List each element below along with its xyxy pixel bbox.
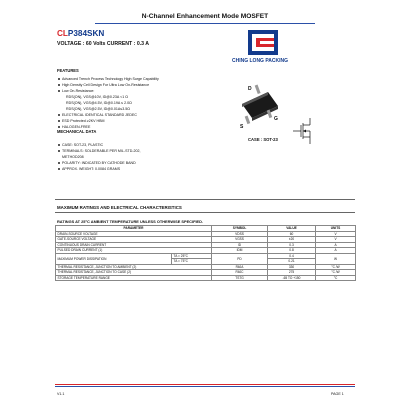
- mechanical-item: METHOD208: [62, 155, 84, 159]
- unit-cell: A: [316, 248, 356, 254]
- param-cell: PULSED DRAIN CURRENT (1): [56, 248, 212, 254]
- condition-cell: TA = 25°C: [172, 253, 212, 259]
- features-list: [57, 76, 159, 130]
- unit-cell: °C /W: [316, 270, 356, 276]
- mosfet-symbol-icon: [290, 116, 320, 146]
- param-cell: GATE-SOURCE VOLTAGE: [56, 237, 212, 243]
- condition-cell: TA = 75°C: [172, 259, 212, 265]
- feature-subitem: RDS(ON), VGS@10V, ID@0.23A <1 Ω: [66, 95, 128, 99]
- unit-cell: A: [316, 242, 356, 248]
- part-number: [57, 29, 104, 38]
- feature-item: Advanced Trench Process Technology High Surge Capability: [57, 76, 159, 82]
- mechanical-title: MECHANICAL DATA: [57, 129, 97, 134]
- features-title: FEATURES: [57, 68, 79, 73]
- value-cell: 0.3: [268, 242, 316, 248]
- footer-rule-red: [55, 384, 355, 385]
- header-parameter: PARAMETER: [56, 226, 212, 232]
- value-cell: 275: [268, 270, 316, 276]
- feature-subitem: RDS(ON), VGS@4.5V, ID@0.19A ≤ 2.0Ω: [66, 101, 132, 105]
- pin-d-label: D: [248, 86, 252, 92]
- unit-cell: V: [316, 231, 356, 237]
- footer-rule-blue: [55, 386, 355, 387]
- symbol-cell: ID: [212, 242, 268, 248]
- param-cell: STORAGE TEMPERATURE RANGE: [56, 275, 212, 281]
- header-units: UNITS: [316, 226, 356, 232]
- section-divider: [55, 212, 355, 213]
- ratings-section-title: MAXIMUM RATINGS AND ELECTRICAL CHARACTERISTICS: [57, 205, 182, 210]
- case-label: CASE : SOT-23: [248, 137, 278, 142]
- page-number: PAGE 1: [331, 392, 344, 396]
- title-underline: [95, 23, 315, 24]
- value-cell: 0.21: [268, 259, 316, 265]
- param-cell: THERMAL RESISTANCE, JUNCTION TO AMBIENT (2): [56, 264, 212, 270]
- company-name: CHING LONG PACKING: [232, 58, 289, 64]
- symbol-cell: IDM: [212, 248, 268, 254]
- feature-item: ELECTRICAL IDENTICAL STANDARD JEDEC: [57, 112, 159, 118]
- ratings-table: [55, 225, 356, 281]
- value-cell: -65 TO +150: [268, 275, 316, 281]
- param-cell: CONTINUOUS DRAIN CURRENT: [56, 242, 212, 248]
- unit-cell: °C /W: [316, 264, 356, 270]
- value-cell: 0.8: [268, 248, 316, 254]
- company-logo: [248, 30, 278, 55]
- feature-item: ESD Protected ≥2KV HBM: [57, 118, 159, 124]
- header-symbol: SYMBOL: [212, 226, 268, 232]
- header-value: VALUE: [268, 226, 316, 232]
- feature-item: High Density Cell Design For Ultra Low On-Resistance: [57, 82, 159, 88]
- part-number-rest: P384SKN: [67, 29, 105, 38]
- table-row: [56, 275, 356, 281]
- version-label: V1.1: [57, 392, 65, 396]
- mechanical-item: CASE: SOT-23, PLASTIC: [57, 142, 141, 148]
- mechanical-item: TERMINALS: SOLDERABLE PER MIL-STD-202,: [57, 148, 141, 154]
- value-cell: ±20: [268, 237, 316, 243]
- mechanical-list: [57, 142, 141, 172]
- voltage-current-spec: VOLTAGE : 60 Volts CURRENT : 0.3 A: [57, 41, 150, 47]
- feature-subitem: RDS(ON), VGS@2.5V, ID@0.01A≤3.5Ω: [66, 107, 130, 111]
- symbol-cell: RθJA: [212, 264, 268, 270]
- pin-g-label: G: [274, 116, 278, 122]
- unit-cell: W: [316, 253, 356, 264]
- symbol-cell: TSTG: [212, 275, 268, 281]
- pin-s-label: S: [240, 124, 244, 130]
- param-cell: THERMAL RESISTANCE, JUNCTION TO CASE (2): [56, 270, 212, 276]
- param-cell: DRAIN-SOURCE VOLTAGE: [56, 231, 212, 237]
- ratings-subtitle: RATINGS AT 25°C AMBIENT TEMPERATURE UNLESS OTHERWISE SPECIFIED.: [57, 219, 204, 224]
- mechanical-item: APPROX. WEIGHT: 0.0084 GRAMS: [57, 166, 141, 172]
- feature-item: Low On-Resistance:: [57, 88, 159, 94]
- feature-item: HALOGEN-FREE: [57, 124, 159, 130]
- param-cell: MAXIMUM POWER DISSIPATION: [56, 253, 172, 264]
- unit-cell: °C: [316, 275, 356, 281]
- symbol-cell: RθJC: [212, 270, 268, 276]
- document-title: N-Channel Enhancement Mode MOSFET: [141, 13, 269, 20]
- value-cell: 60: [268, 231, 316, 237]
- sot23-package-drawing: [232, 76, 288, 130]
- value-cell: 0.4: [268, 253, 316, 259]
- symbol-cell: PD: [212, 253, 268, 264]
- unit-cell: V: [316, 237, 356, 243]
- value-cell: 330: [268, 264, 316, 270]
- symbol-cell: VDSS: [212, 231, 268, 237]
- symbol-cell: VGSS: [212, 237, 268, 243]
- section-divider: [55, 199, 355, 200]
- part-number-prefix: CL: [57, 29, 68, 38]
- mechanical-item: POLARITY: INDICATED BY CATHODE BAND: [57, 160, 141, 166]
